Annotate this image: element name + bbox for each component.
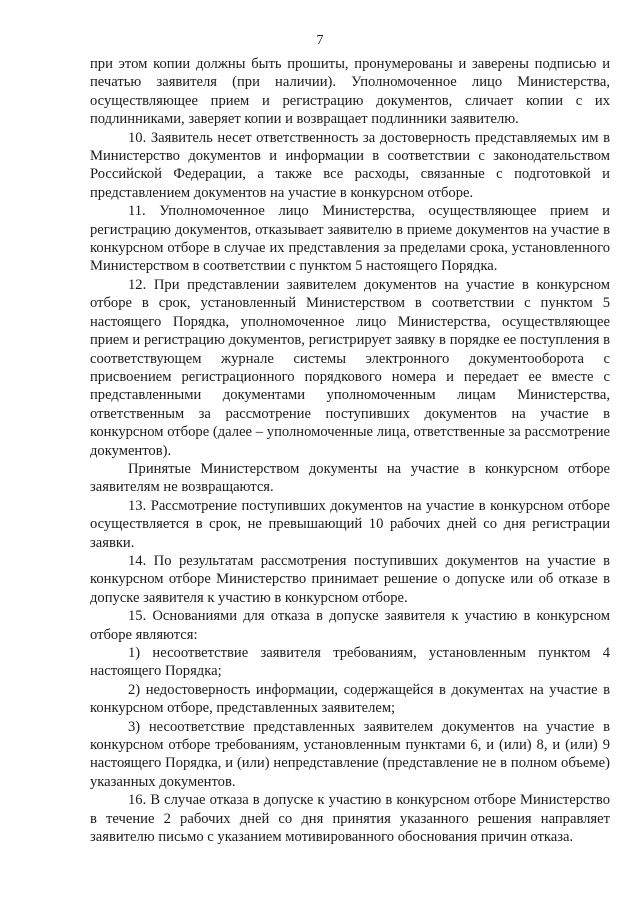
paragraph-10: 10. Заявитель несет ответственность за достоверность представляемых им в Министерство документов и информации в соответствии с законодательством Российской Федерации, а также все расходы, связанные с подготовкой и представлением документов на участие в конкурсном отборе. [90,129,610,201]
list-item-2: 2) недостоверность информации, содержащейся в документах на участие в конкурсном отборе, представленных заявителем; [90,681,610,717]
list-item-1: 1) несоответствие заявителя требованиям, установленным пунктом 4 настоящего Порядка; [90,645,610,680]
paragraph-13: 13. Рассмотрение поступивших документов на участие в конкурсном отборе осуществляется в срок, не превышающий 10 рабочих дней со дня регистрации заявки. [90,497,610,551]
paragraph-14: 14. По результатам рассмотрения поступивших документов на участие в конкурсном отборе Министерство принимает решение о допуске или об отказе в допуске заявителя к участию в конкурсном отборе. [90,552,610,606]
paragraph-continuation: при этом копии должны быть прошиты, пронумерованы и заверены подписью и печатью заявителя (при наличии). Уполномоченное лицо Министерства, осуществляющее прием и регистрацию документов, сличает копии с их подлинниками, заверяет копии и возвращает подлинники заявителю. [90,56,610,128]
page-number: 7 [316,33,324,48]
paragraph-16: 16. В случае отказа в допуске к участию в конкурсном отборе Министерство в течение 2 рабочих дней со дня принятия указанного решения направляет заявителю письмо с указанием мотивированного обоснования причин отказа. [90,792,610,846]
paragraph-12-note: Принятые Министерством документы на участие в конкурсном отборе заявителям не возвращаются. [90,460,610,496]
list-item-3: 3) несоответствие представленных заявителем документов на участие в конкурсном отборе требованиям, установленным пунктами 6, и (или) 8, и (или) 9 настоящего Порядка, и (или) непредставление (представление не в полном объеме) указанных документов. [90,718,610,790]
document-body [90,55,610,846]
paragraph-15: 15. Основаниями для отказа в допуске заявителя к участию в конкурсном отборе являются: [90,608,610,643]
paragraph-11: 11. Уполномоченное лицо Министерства, осуществляющее прием и регистрацию документов, отказывает заявителю в приеме документов на участие в конкурсном отборе в случае их представления за пределами срока, установленного Министерством в соответствии с пунктом 5 настоящего Порядка. [90,203,610,275]
paragraph-12: 12. При представлении заявителем документов на участие в конкурсном отборе в срок, установленный Министерством в соответствии с пунктом 5 настоящего Порядка, уполномоченное лицо Министерства, осуществляющее прием и регистрацию документов, регистрирует заявку в порядке ее поступления в соответствующем журнале системы электронного документооборота с присвоением регистрационного порядкового номера и передает ее вместе с представленными документами уполномоченным лицам Министерства, ответственным за рассмотрение поступивших документов на участие в конкурсном отборе (далее – уполномоченные лица, ответственные за рассмотрение документов). [90,276,610,459]
